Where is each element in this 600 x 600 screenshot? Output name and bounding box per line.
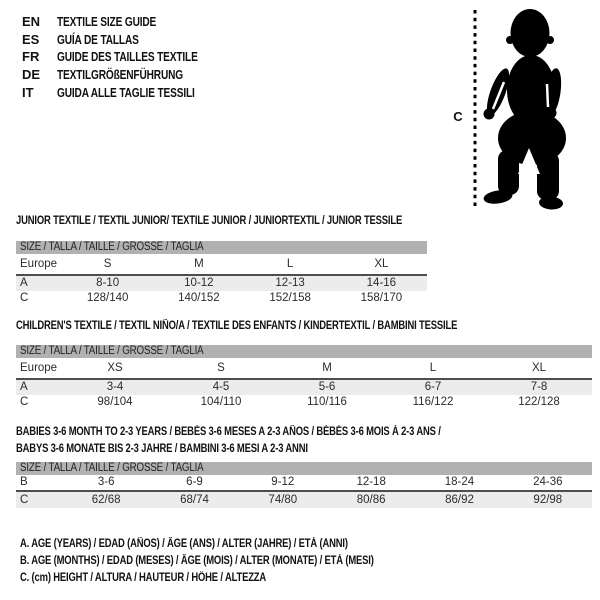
row-label: B xyxy=(16,475,62,491)
children-size-table xyxy=(16,345,592,410)
table-row xyxy=(16,275,427,291)
size-cell: 80/86 xyxy=(327,491,415,508)
lang-label: GUIDA ALLE TAGLIE TESSILI xyxy=(57,84,195,100)
table-row xyxy=(16,254,427,275)
language-title-block xyxy=(22,13,237,101)
size-cell: 98/104 xyxy=(97,396,133,408)
table-row xyxy=(16,358,592,379)
babies-table-title: BABIES 3-6 MONTH TO 2-3 YEARS / BEBÉS 3-6 MESES A 2-3 AÑOS / BÉBÉS 3-6 MOIS À 2-3 ANS / BABYS 3-6 MONATE BIS 2-3 JAHRE / BAMBINI 3-6 MESI A 2-3 ANNI xyxy=(16,426,441,455)
baby-silhouette xyxy=(482,9,566,210)
size-cell: XL xyxy=(336,254,427,275)
size-cell: 110/116 xyxy=(307,396,347,408)
lang-label: TEXTILGRÖßENFÜHRUNG xyxy=(57,67,184,83)
table-row xyxy=(16,291,427,306)
size-cell: L xyxy=(380,358,486,379)
footnotes-block xyxy=(20,536,451,587)
table-row xyxy=(16,475,592,491)
babies-size-table xyxy=(16,462,592,508)
size-cell: 24-36 xyxy=(504,475,592,491)
size-header-bar: SIZE / TALLA / TAILLE / GRÖSSE / TAGLIA xyxy=(16,345,592,358)
size-cell: M xyxy=(274,358,380,379)
size-cell: 8-10 xyxy=(62,275,153,291)
size-cell: S xyxy=(62,254,153,275)
row-label: C xyxy=(16,491,62,508)
size-cell: 62/68 xyxy=(62,491,150,508)
size-cell: 6-9 xyxy=(150,475,238,491)
lang-row-fr xyxy=(22,48,237,66)
lang-label: TEXTILE SIZE GUIDE xyxy=(57,14,157,29)
lang-code: FR xyxy=(22,49,40,65)
size-cell: 116/122 xyxy=(412,396,454,408)
size-cell: 152/158 xyxy=(269,292,311,304)
table-row xyxy=(16,379,592,395)
size-cell: XL xyxy=(486,358,592,379)
lang-code: IT xyxy=(22,84,34,100)
footnote-c: C. (cm) HEIGHT / ALTURA / HAUTEUR / HÖHE / ALTEZZA xyxy=(20,572,267,584)
lang-row-es xyxy=(22,31,237,49)
size-cell: XS xyxy=(62,358,168,379)
size-cell: 140/152 xyxy=(178,292,220,304)
size-cell: 86/92 xyxy=(415,491,503,508)
size-cell: 12-18 xyxy=(327,475,415,491)
children-table-title: CHILDREN'S TEXTILE / TEXTIL NIÑO/A / TEXTILE DES ENFANTS / KINDERTEXTIL / BAMBINI TESSILE xyxy=(16,320,458,332)
row-label: A xyxy=(16,379,62,395)
baby-silhouette-figure xyxy=(440,0,600,215)
size-cell: L xyxy=(245,254,336,275)
row-label: C xyxy=(20,292,29,304)
lang-code: EN xyxy=(22,14,41,29)
size-cell: 92/98 xyxy=(504,491,592,508)
size-cell: 10-12 xyxy=(153,275,244,291)
size-cell: 3-4 xyxy=(62,379,168,395)
size-cell: 158/170 xyxy=(360,292,403,304)
size-cell: 6-7 xyxy=(380,379,486,395)
size-cell: 3-6 xyxy=(62,475,150,491)
row-label: A xyxy=(16,275,62,291)
row-label: Europe xyxy=(16,254,62,275)
lang-code: DE xyxy=(22,67,41,83)
row-label: Europe xyxy=(16,358,62,379)
size-cell: 7-8 xyxy=(486,379,592,395)
size-cell: 74/80 xyxy=(239,491,327,508)
lang-row-de xyxy=(22,66,237,84)
measure-label-c: C xyxy=(453,109,463,124)
size-cell: M xyxy=(153,254,244,275)
lang-label: GUIDE DES TAILLES TEXTILE xyxy=(57,49,198,65)
size-cell: 128/140 xyxy=(86,292,129,304)
size-cell: 104/110 xyxy=(200,396,242,408)
junior-size-table xyxy=(16,241,427,306)
size-cell: 4-5 xyxy=(168,379,274,395)
size-cell: S xyxy=(168,358,274,379)
size-cell: 18-24 xyxy=(415,475,503,491)
size-cell: 5-6 xyxy=(274,379,380,395)
footnote-a: A. AGE (YEARS) / EDAD (AÑOS) / ÂGE (ANS) / ALTER (JAHRE) / ETÀ (ANNI) xyxy=(20,538,348,550)
size-header-bar: SIZE / TALLA / TAILLE / GRÖSSE / TAGLIA xyxy=(16,241,427,254)
table-row xyxy=(16,395,592,410)
size-cell: 14-16 xyxy=(336,275,427,291)
lang-row-en xyxy=(22,13,237,31)
size-cell: 9-12 xyxy=(239,475,327,491)
lang-code: ES xyxy=(22,31,40,47)
table-row xyxy=(16,491,592,508)
size-cell: 12-13 xyxy=(245,275,336,291)
lang-row-it xyxy=(22,84,237,102)
row-label: C xyxy=(20,396,29,408)
size-header-bar: SIZE / TALLA / TAILLE / GRÖSSE / TAGLIA xyxy=(16,462,592,475)
junior-table-title: JUNIOR TEXTILE / TEXTIL JUNIOR/ TEXTILE JUNIOR / JUNIORTEXTIL / JUNIOR TESSILE xyxy=(16,215,403,227)
size-cell: 122/128 xyxy=(518,396,560,408)
footnote-b: B. AGE (MONTHS) / EDAD (MESES) / ÂGE (MOIS) / ALTER (MONATE) / ETÀ (MESI) xyxy=(20,555,374,567)
size-cell: 68/74 xyxy=(150,491,238,508)
lang-label: GUÍA DE TALLAS xyxy=(57,31,139,47)
